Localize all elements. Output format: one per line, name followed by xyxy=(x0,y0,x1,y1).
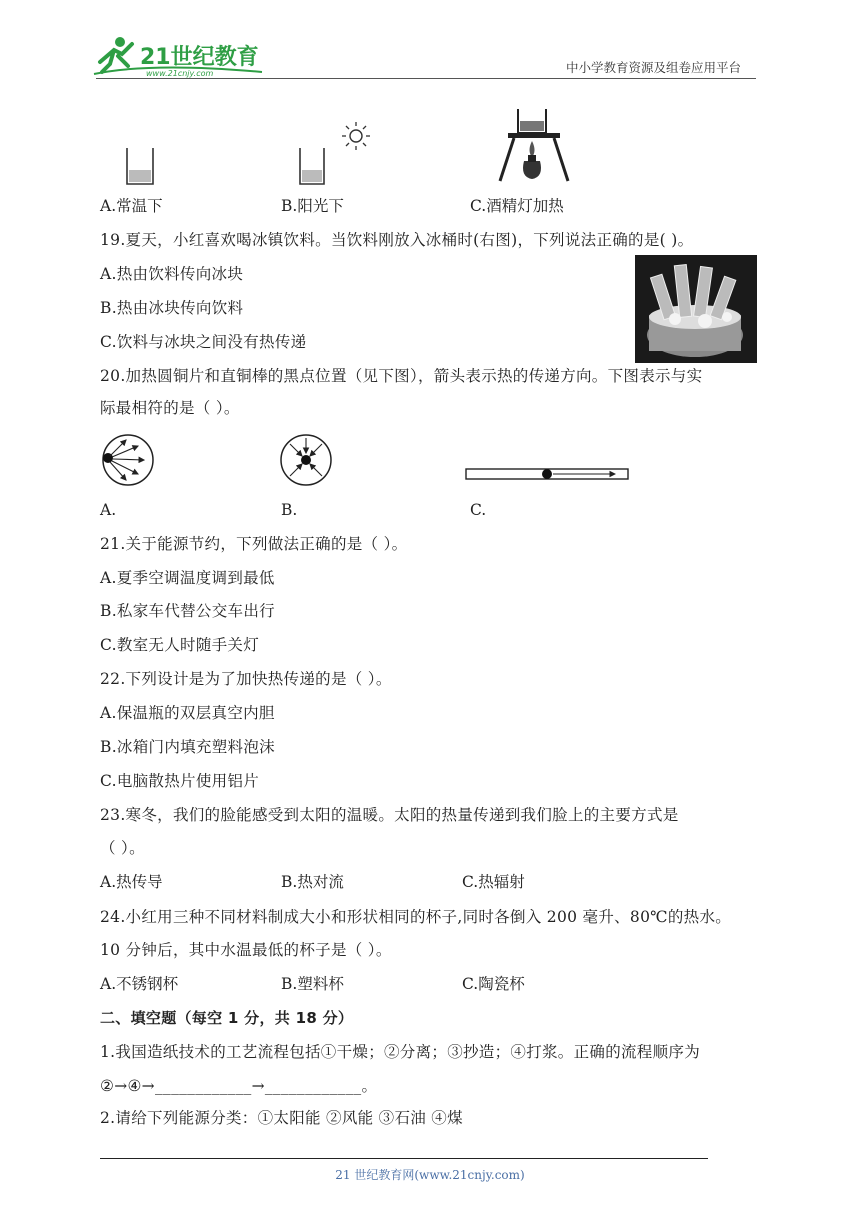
q21-option-c: C.教室无人时随手关灯 xyxy=(100,636,260,654)
q19-option-b: B.热由冰块传向饮料 xyxy=(100,299,244,317)
q18-option-b: B.阳光下 xyxy=(281,197,344,215)
q20-option-c: C. xyxy=(470,501,487,519)
q19-stem: 19.夏天，小红喜欢喝冰镇饮料。当饮料刚放入冰桶时(右图)，下列说法正确的是( )。 xyxy=(100,231,694,249)
q22-option-c: C.电脑散热片使用铝片 xyxy=(100,772,260,790)
copper-disc-center-heat-icon xyxy=(278,432,334,488)
q22-stem: 22.下列设计是为了加快热传递的是（ ）。 xyxy=(100,670,392,688)
q23-option-c: C.热辐射 xyxy=(462,873,525,891)
q24-option-a: A.不锈钢杯 xyxy=(100,975,179,993)
logo-text: 21世纪教育 xyxy=(140,45,259,70)
footer-divider xyxy=(100,1158,708,1159)
copper-rod-heat-icon xyxy=(465,466,630,482)
q23-stem-line1: 23.寒冬，我们的脸能感受到太阳的温暖。太阳的热量传递到我们脸上的主要方式是 xyxy=(100,806,679,824)
runner-logo-icon xyxy=(92,32,267,80)
alcohol-lamp-heating-icon xyxy=(494,105,574,185)
q18-option-c: C.酒精灯加热 xyxy=(470,197,564,215)
section-title: 二、填空题（每空 1 分，共 18 分） xyxy=(100,1009,354,1027)
q19-option-c: C.饮料与冰块之间没有热传递 xyxy=(100,333,307,351)
fill1-line1: 1.我国造纸技术的工艺流程包括①干燥；②分离；③抄造；④打浆。正确的流程顺序为 xyxy=(100,1043,700,1061)
q24-stem-line1: 24.小红用三种不同材料制成大小和形状相同的杯子,同时各倒入 200 毫升、80℃的热水。 xyxy=(100,908,732,926)
beaker-room-temp-icon xyxy=(120,140,160,190)
q22-option-b: B.冰箱门内填充塑料泡沫 xyxy=(100,738,275,756)
fill2-line1: 2.请给下列能源分类：①太阳能 ②风能 ③石油 ④煤 xyxy=(100,1109,463,1127)
q23-stem-line2: （ ）。 xyxy=(100,839,145,857)
q19-option-a: A.热由饮料传向冰块 xyxy=(100,265,244,283)
copper-disc-edge-heat-icon xyxy=(100,432,156,488)
fill1-line2: ②→④→____________→____________。 xyxy=(100,1077,378,1095)
logo xyxy=(92,32,267,80)
q23-option-b: B.热对流 xyxy=(281,873,344,891)
q24-stem-line2: 10 分钟后，其中水温最低的杯子是（ ）。 xyxy=(100,941,392,959)
q20-option-a: A. xyxy=(100,501,117,519)
q21-stem: 21.关于能源节约，下列做法正确的是（ ）。 xyxy=(100,535,408,553)
q24-option-b: B.塑料杯 xyxy=(281,975,344,993)
q20-option-b: B. xyxy=(281,501,298,519)
footer-text: 21 世纪教育网(www.21cnjy.com) xyxy=(335,1168,525,1182)
q20-stem-line1: 20.加热圆铜片和直铜棒的黑点位置（见下图），箭头表示热的传递方向。下图表示与实 xyxy=(100,367,703,385)
site-name: 中小学教育资源及组卷应用平台 xyxy=(566,60,742,75)
q21-option-b: B.私家车代替公交车出行 xyxy=(100,602,275,620)
q24-option-c: C.陶瓷杯 xyxy=(462,975,525,993)
beaker-sunlight-icon xyxy=(294,118,374,190)
q23-option-a: A.热传导 xyxy=(100,873,163,891)
q21-option-a: A.夏季空调温度调到最低 xyxy=(100,569,275,587)
q22-option-a: A.保温瓶的双层真空内胆 xyxy=(100,704,275,722)
header-divider xyxy=(96,78,756,79)
q20-stem-line2: 际最相符的是（ ）。 xyxy=(100,399,240,417)
q18-option-a: A.常温下 xyxy=(100,197,163,215)
ice-bucket-photo xyxy=(635,255,757,363)
logo-url: www.21cnjy.com xyxy=(146,69,214,78)
